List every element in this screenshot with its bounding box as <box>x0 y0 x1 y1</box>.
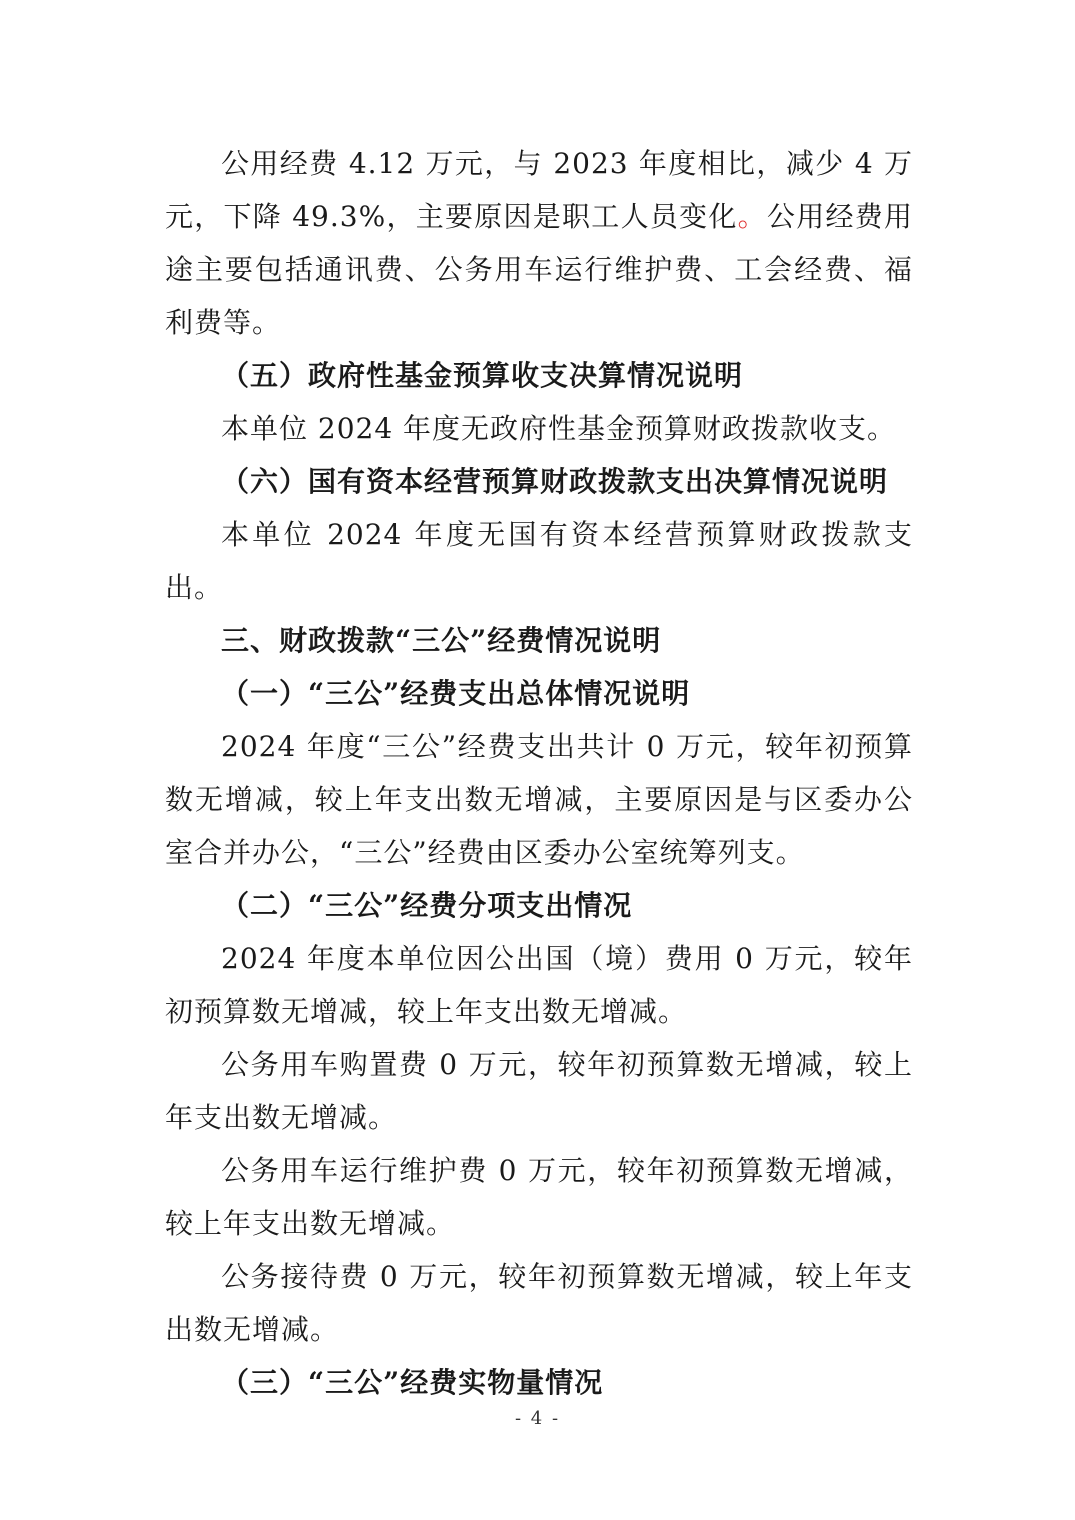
paragraph-state-capital: 本单位 2024 年度无国有资本经营预算财政拨款支出。 <box>165 518 913 604</box>
paragraph-public-expenses <box>165 137 913 349</box>
subsection-heading-2: （二）“三公”经费分项支出情况 <box>221 889 633 922</box>
paragraph-government-fund: 本单位 2024 年度无政府性基金预算财政拨款收支。 <box>221 412 897 445</box>
page-number: - 4 - <box>514 1408 561 1429</box>
section-heading-6: （六）国有资本经营预算财政拨款支出决算情况说明 <box>221 465 889 498</box>
paragraph-text: 公用经费用途主要包括通讯费、公务用车运行维护费、工会经费、福利费等。 <box>165 200 913 339</box>
paragraph-three-public-total: 2024 年度“三公”经费支出共计 0 万元，较年初预算数无增减，较上年支出数无增减，主要原因是与区委办公室合并办公，“三公”经费由区委办公室统筹列支。 <box>165 730 913 869</box>
paragraph-vehicle-maintenance: 公务用车运行维护费 0 万元，较年初预算数无增减，较上年支出数无增减。 <box>165 1154 913 1240</box>
paragraph-overseas-travel: 2024 年度本单位因公出国（境）费用 0 万元，较年初预算数无增减，较上年支出数无增减。 <box>165 942 913 1028</box>
paragraph-text: 公用经费 4.12 万元，与 2023 年度相比，减少 4 万元，下降 49.3%，主要原因是职工人员变化 <box>165 147 913 233</box>
paragraph-vehicle-purchase: 公务用车购置费 0 万元，较年初预算数无增减，较上年支出数无增减。 <box>165 1048 913 1134</box>
section-heading-5: （五）政府性基金预算收支决算情况说明 <box>221 359 744 392</box>
paragraph-reception: 公务接待费 0 万元，较年初预算数无增减，较上年支出数无增减。 <box>165 1260 913 1346</box>
page-body <box>165 137 913 1409</box>
subsection-heading-3: （三）“三公”经费实物量情况 <box>221 1366 604 1399</box>
subsection-heading-1: （一）“三公”经费支出总体情况说明 <box>221 677 691 710</box>
chapter-heading-three: 三、财政拨款“三公”经费情况说明 <box>221 624 662 657</box>
highlighted-period: 。 <box>737 200 767 233</box>
